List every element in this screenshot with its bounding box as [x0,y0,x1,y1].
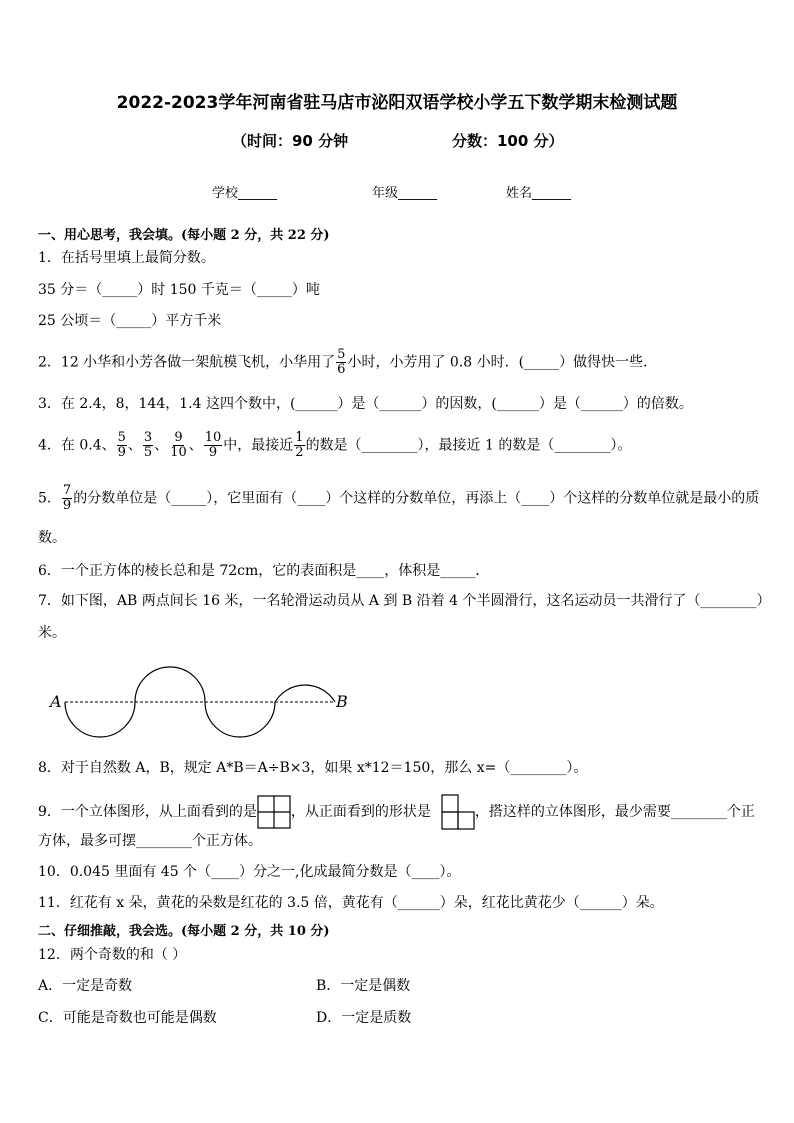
question-9-line-2: 方体，最多可摆________个正方体。 [38,833,262,849]
fraction-7-9 [62,484,72,513]
numerator: 1 [295,430,304,445]
fraction-5-9 [117,431,127,460]
numerator: 3 [143,430,153,445]
fraction-1-2 [294,431,304,460]
question-9-text-a: 9．一个立体图形，从上面看到的是 [38,804,257,820]
question-2-text-b: 小时，小芳用了 0.8 小时．(_____）做得快一些． [347,354,658,371]
question-8: 8．对于自然数 A，B，规定 A*B＝A÷B×3，如果 x*12＝150，那么 x=（________）。 [38,760,588,776]
question-5 [38,484,759,513]
numerator: 5 [117,430,126,445]
question-1-prompt: 1．在括号里填上最简分数。 [38,250,215,266]
denominator: 5 [143,445,153,460]
question-7-line-2: 米。 [38,625,66,641]
fraction-5-6 [336,348,346,377]
time-label: （时间：90 分钟 [232,132,349,150]
numerator: 5 [337,347,346,362]
question-10: 10．0.045 里面有 45 个（____）分之一,化成最简分数是（____）。 [38,864,461,880]
school-field: 学校______ [212,186,278,201]
denominator: 6 [337,362,346,377]
numerator: 10 [204,430,222,445]
denominator: 2 [295,445,304,460]
top-view-grid-icon [257,795,291,829]
question-4-text-b: 中，最接近 [223,437,294,454]
page-title: 2022-2023学年河南省驻马店市泌阳双语学校小学五下数学期末检测试题 [116,93,678,113]
denominator: 9 [208,445,218,460]
point-a-label: A [50,692,62,711]
question-9-line-1 [38,794,755,830]
fraction-10-9 [204,431,223,460]
option-a: A．一定是奇数 [38,978,133,994]
question-4-text-c: 的数是（________），最接近 1 的数是（________）。 [305,437,632,454]
question-4-text-a: 4．在 0.4、 [38,437,116,454]
denominator: 9 [62,498,72,513]
numerator: 7 [62,483,72,498]
name-field: 姓名______ [506,186,572,201]
question-4: 4．在 0.4、 $\frac{5}{9}$ 、 $\frac{3}{5}$ 、 $\frac{9}{10}$ 、 $\frac{10}{9}$ 中，最接近 $\frac{1}{2}$ 的数是（________），最接近 1 的数是（________）。 [38,430,632,460]
denominator: 9 [117,445,126,460]
section-2-heading: 二、仔细推敲，我会选。(每小题 2 分，共 10 分) [38,924,330,939]
fraction-3-5 [143,431,153,460]
point-b-label: B [336,692,348,711]
question-2-text-a: 2．12 小华和小芳各做一架航模飞机，小华用了 [38,354,336,371]
question-12: 12．两个奇数的和（ ） [38,947,187,963]
question-3: 3．在 2.4，8，144，1.4 这四个数中，(______）是（______）的因数，(______）是（______）的倍数。 [38,396,693,412]
question-7-line-1: 7．如下图，AB 两点间长 16 米，一名轮滑运动员从 A 到 B 沿着 4 个半圆滑行，这名运动员一共滑行了（________） [38,593,771,609]
question-1-line-2: 25 公顷＝（_____）平方千米 [38,313,222,329]
question-5-continued: 数。 [38,530,66,546]
grade-field: 年级______ [372,186,438,201]
question-11: 11．红花有 x 朵，黄花的朵数是红花的 3.5 倍，黄花有（______）朵，红花比黄花少（______）朵。 [38,895,664,911]
option-d: D．一定是质数 [316,1010,412,1026]
numerator: 9 [174,430,183,445]
question-1-line-1: 35 分＝（_____）时 150 千克＝（_____）吨 [38,282,320,298]
denominator: 10 [170,445,187,460]
section-1-heading: 一、用心思考，我会填。(每小题 2 分，共 22 分) [38,228,330,243]
front-view-shape-icon [441,794,475,830]
option-c: C．可能是奇数也可能是偶数 [38,1010,217,1026]
question-5-text-b: 的分数单位是（_____），它里面有（____）个这样的分数单位，再添上（____）个这样的分数单位就是最小的质 [73,490,760,507]
question-9-text-b: ，从正面看到的形状是 [290,804,431,820]
question-9-text-c: ，搭这样的立体图形，最少需要________个正 [474,804,755,820]
semicircle-path-figure [45,662,365,752]
question-6: 6．一个正方体的棱长总和是 72cm，它的表面积是____，体积是_____． [38,563,490,579]
question-5-text-a: 5． [38,490,61,507]
fraction-9-10 [169,431,188,460]
score-label: 分数：100 分） [452,132,564,150]
question-2 [38,348,657,377]
option-b: B．一定是偶数 [316,978,411,994]
